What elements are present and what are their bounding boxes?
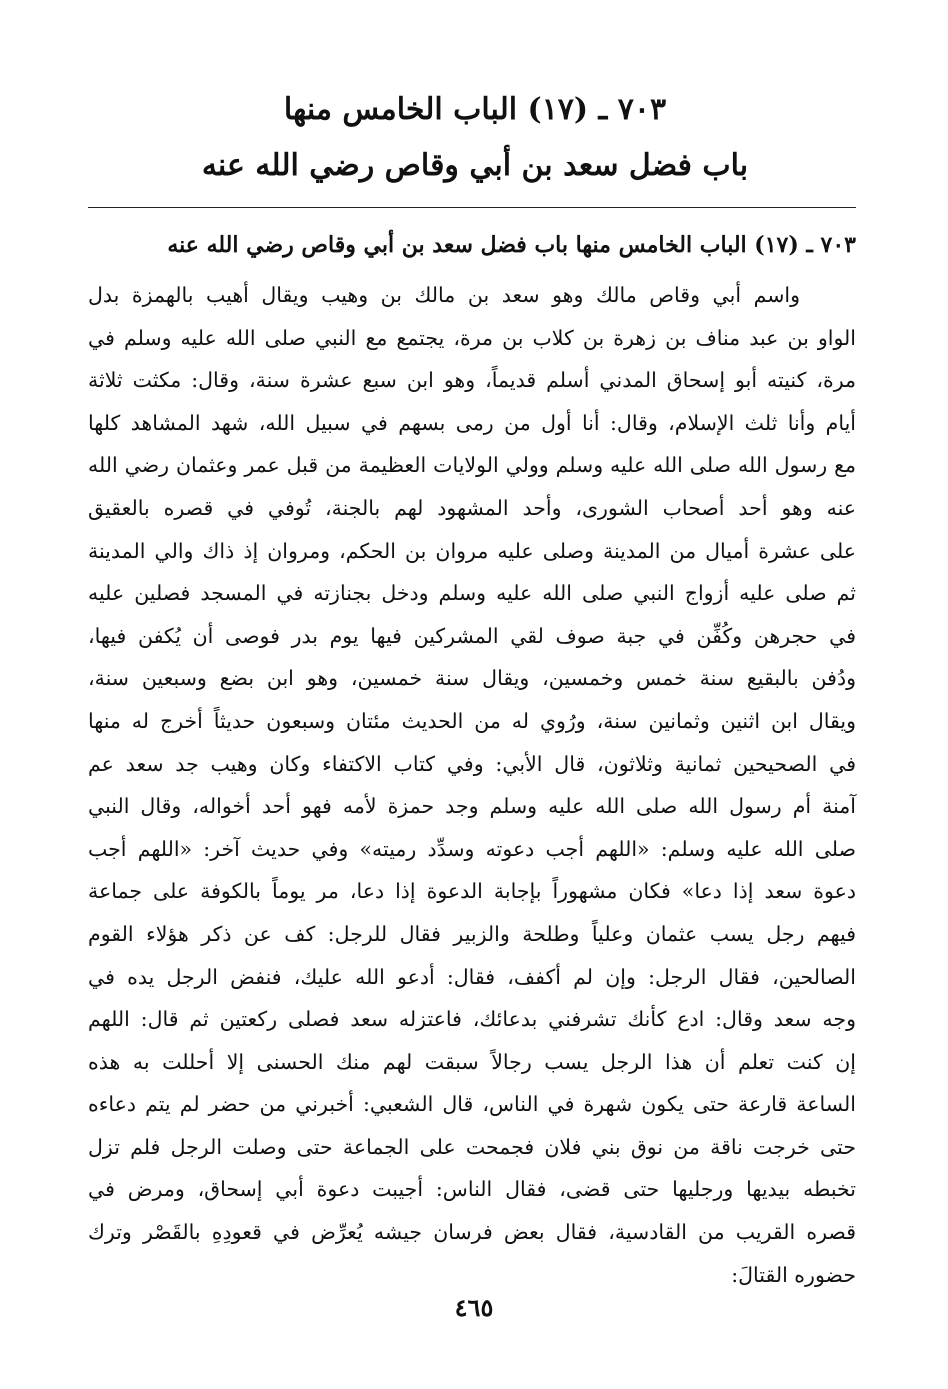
chapter-title: [150, 82, 800, 194]
body-line: دعوة سعد إذا دعا» فكان مشهوراً بإجابة الدعوة إذا دعا، مر يوماً بالكوفة على جماعة: [88, 879, 856, 904]
body-line: آمنة أم رسول الله صلى الله عليه وسلم وجد حمزة لأمه فهو أحد أخواله، وقال النبي: [88, 794, 856, 819]
body-line: ثم صلى عليه أزواج النبي صلى الله عليه وسلم ودخل بجنازته في المسجد فصلين عليه: [88, 581, 856, 606]
body-line: صلى الله عليه وسلم: «اللهم أجب دعوته وسدِّد رميته» وفي حديث آخر: «اللهم أجب: [88, 836, 856, 861]
body-line: وجه سعد وقال: ادع كأنك تشرفني بدعائك، فاعتزله سعد فصلى ركعتين ثم قال: اللهم: [88, 1007, 856, 1032]
body-line: حتى خرجت ناقة من نوق بني فلان فجمحت على الجماعة حتى وصلت الرجل فلم تزل: [88, 1134, 856, 1159]
body-line: ودُفن بالبقيع سنة خمس وخمسين، ويقال سنة خمسين، وهو ابن بضع وسبعين سنة،: [88, 666, 856, 691]
divider-rule: [88, 207, 856, 208]
body-line: فيهم رجل يسب عثمان وعلياً وطلحة والزبير فقال للرجل: كف عن ذكر هؤلاء القوم: [88, 921, 856, 946]
body-line: أيام وأنا ثلث الإسلام، وقال: أنا أول من رمى بسهم في سبيل الله، شهد المشاهد كلها: [88, 410, 856, 435]
body-line: الساعة قارعة حتى يكون شهرة في الناس، قال الشعبي: أخبرني من حضر لم يتم دعاءه: [88, 1092, 856, 1117]
body-line: عنه وهو أحد أصحاب الشورى، وأحد المشهود لهم بالجنة، تُوفي في قصره بالعقيق: [88, 495, 856, 520]
body-line: ويقال ابن اثنين وثمانين سنة، ورُوي له من الحديث مئتان وسبعون حديثاً أخرج له منها: [88, 708, 856, 733]
chapter-title-line-1: ٧٠٣ ـ (١٧) الباب الخامس منها: [283, 92, 667, 127]
section-heading: ٧٠٣ ـ (١٧) الباب الخامس منها باب فضل سعد بن أبي وقاص رضي الله عنه: [167, 232, 856, 258]
body-line: في الصحيحين ثمانية وثلاثون، قال الأبي: وفي كتاب الاكتفاء وكان وهيب جد سعد عم: [88, 751, 856, 776]
body-line: تخبطه بيديها ورجليها حتى قضى، فقال الناس: أجيبت دعوة أبي إسحاق، ومرض في: [88, 1177, 856, 1202]
body-line: مرة، كنيته أبو إسحاق المدني أسلم قديماً، وهو ابن سبع عشرة سنة، وقال: مكثت ثلاثة: [88, 368, 856, 393]
body-line: الصالحين، فقال الرجل: وإن لم أكفف، فقال: أدعو الله عليك، فنفض الرجل يده في: [88, 964, 856, 989]
body-line: مع رسول الله صلى الله عليه وسلم وولي الولايات العظيمة من قبل عمر وعثمان رضي الله: [88, 453, 856, 478]
body-line: في حجرهن وكُفِّن في جبة صوف لقي المشركين فيها يوم بدر فوصى أن يُكفن فيها،: [88, 623, 856, 648]
page-number: ٤٦٥: [454, 1293, 494, 1322]
body-line: على عشرة أميال من المدينة وصلى عليه مروان بن الحكم، ومروان إذ ذاك والي المدينة: [88, 538, 856, 563]
body-line: الواو بن عبد مناف بن زهرة بن كلاب بن مرة، يجتمع مع النبي صلى الله عليه وسلم في: [88, 325, 856, 350]
body-line: إن كنت تعلم أن هذا الرجل يسب رجالاً سبقت لهم منك الحسنى إلا أحللت به هذه: [88, 1049, 856, 1074]
body-line: حضوره القتالَ:: [731, 1262, 856, 1287]
body-text: [88, 274, 856, 1296]
chapter-title-line-2: باب فضل سعد بن أبي وقاص رضي الله عنه: [201, 148, 749, 183]
body-line: واسم أبي وقاص مالك وهو سعد بن مالك بن وهيب ويقال أهيب بالهمزة بدل: [88, 283, 800, 307]
body-line: قصره القريب من القادسية، فقال بعض فرسان جيشه يُعرِّض في قعودِهِ بالقَصْر وترك: [88, 1220, 856, 1245]
